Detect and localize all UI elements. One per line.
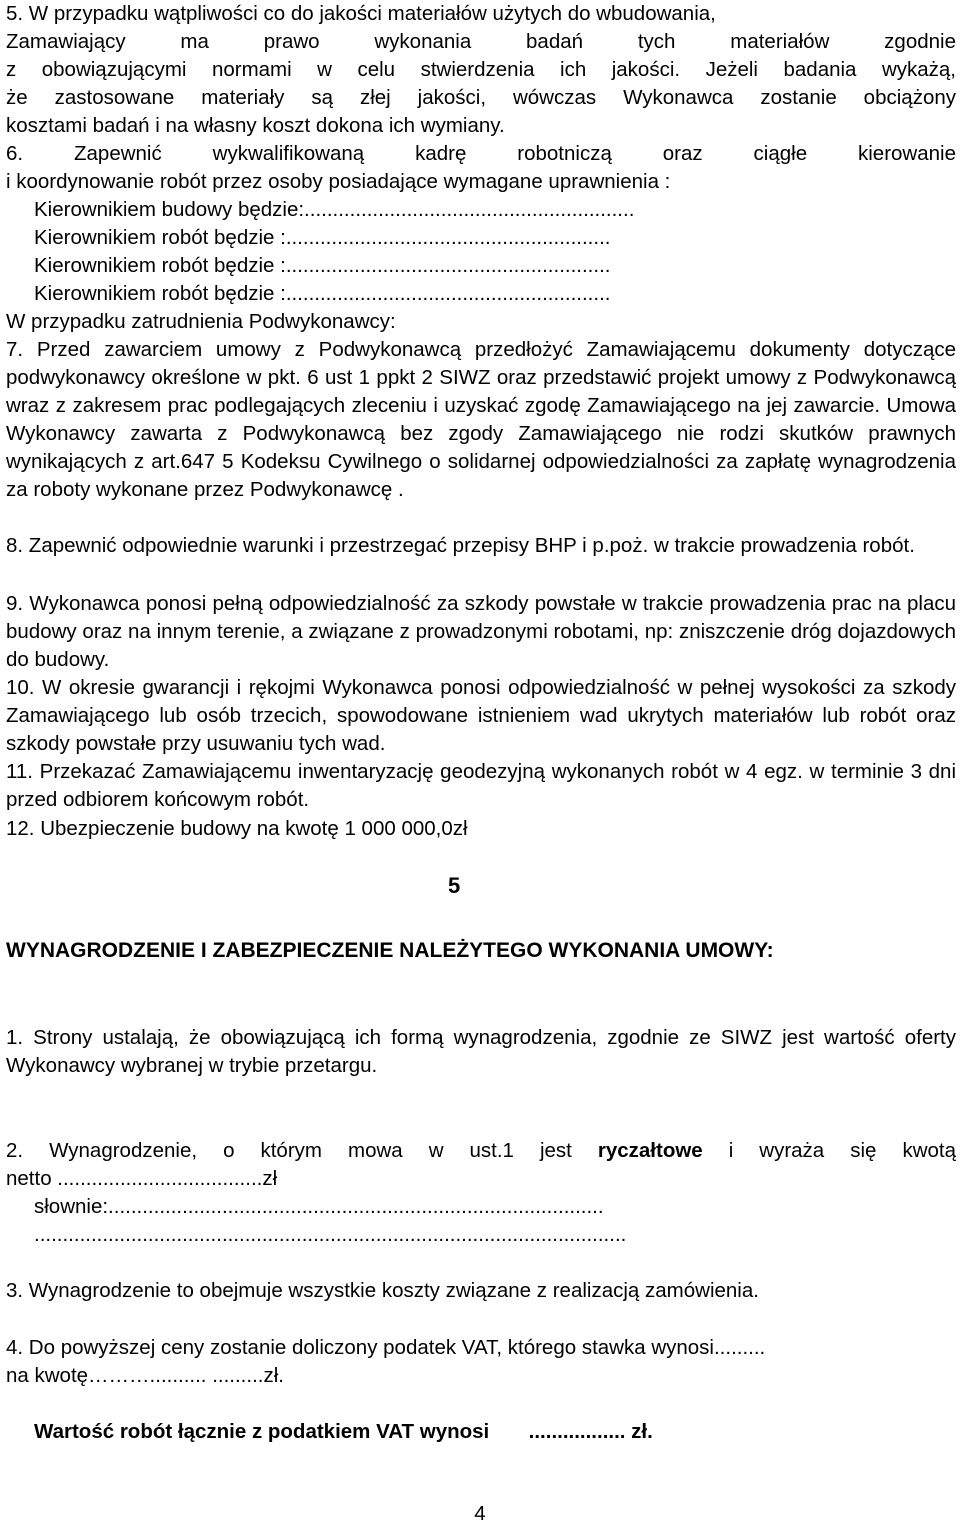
- works-manager-line: Kierownikiem robót będzie :.........................................................: [34, 226, 611, 249]
- text-line: z obowiązującymi normami w celu stwierdzenia ich jakości. Jeżeli badania wykażą,: [6, 58, 956, 81]
- paragraph-payment-1: 1. Strony ustalają, że obowiązującą ich formą wynagrodzenia, zgodnie ze SIWZ jest wartość oferty Wykonawcy wybranej w trybie przetargu.: [6, 1026, 956, 1077]
- paragraph-item-9: 9. Wykonawca ponosi pełną odpowiedzialność za szkody powstałe w trakcie prowadzenia prac na placu budowy oraz na innym terenie, a związane z prowadzonymi robotami, np: zniszczenie dróg dojazdowych do budowy.: [6, 592, 956, 671]
- net-amount-line: netto ....................................zł: [6, 1167, 278, 1190]
- works-manager-line: Kierownikiem robót będzie :.........................................................: [34, 254, 611, 277]
- text-span: i wyraża się kwotą: [702, 1139, 956, 1162]
- page-number: 4: [474, 1502, 486, 1525]
- text-line: 6. Zapewnić wykwalifikowaną kadrę robotniczą oraz ciągłe kierowanie: [6, 142, 956, 165]
- subcontractor-line: W przypadku zatrudnienia Podwykonawcy:: [6, 310, 396, 333]
- paragraph-payment-4: [6, 1334, 956, 1390]
- amount-in-words-line: słownie:.......................................................................................: [34, 1195, 604, 1218]
- text-line: kosztami badań i na własny koszt dokona ich wymiany.: [6, 114, 505, 137]
- paragraph-item-5: [6, 0, 956, 140]
- text-line: 5. W przypadku wątpliwości co do jakości materiałów użytych do wbudowania,: [6, 2, 716, 25]
- paragraph-item-6: [6, 140, 956, 336]
- paragraph-item-12: 12. Ubezpieczenie budowy na kwotę 1 000 000,0zł: [6, 817, 468, 840]
- paragraph-item-7: 7. Przed zawarciem umowy z Podwykonawcą przedłożyć Zamawiającemu dokumenty dotyczące podwykonawcy określone w pkt. 6 ust 1 ppkt 2 SIWZ oraz przedstawić projekt umowy z Podwykonawcą wraz z zakresem prac podlegających zleceniu i uzyskać zgodę Zamawiającego na jej zawarcie. Umowa Wykonawcy zawarta z Podwykonawcą bez zgody Zamawiającego nie rodzi skutków prawnych wynikających z art.647 5 Kodeksu Cywilnego o solidarnej odpowiedzialności za zapłatę wynagrodzenia za roboty wykonane przez Podwykonawcę .: [6, 338, 956, 501]
- text-line: Zamawiający ma prawo wykonania badań tych materiałów zgodnie: [6, 30, 956, 53]
- text-span: 2. Wynagrodzenie, o którym mowa w ust.1 jest: [6, 1139, 598, 1162]
- section-number: 5: [448, 873, 461, 898]
- paragraph-item-10: 10. W okresie gwarancji i rękojmi Wykonawca ponosi odpowiedzialność w pełnej wysokości za szkody Zamawiającego lub osób trzecich, spowodowane istnieniem wad ukrytych materiałów lub robót oraz szkody powstałe przy usuwaniu tych wad.: [6, 676, 956, 755]
- site-manager-line: Kierownikiem budowy będzie:..........................................................: [34, 198, 635, 221]
- amount-in-words-continuation: ........................................................................................................: [34, 1223, 627, 1246]
- paragraph-item-11: 11. Przekazać Zamawiającemu inwentaryzację geodezyjną wykonanych robót w 4 egz. w terminie 3 dni przed odbiorem końcowym robót.: [6, 760, 956, 811]
- text-line: że zastosowane materiały są złej jakości, wówczas Wykonawca zostanie obciążony: [6, 86, 956, 109]
- paragraph-item-8: 8. Zapewnić odpowiednie warunki i przestrzegać przepisy BHP i p.poż. w trakcie prowadzenia robót.: [6, 534, 915, 557]
- paragraph-payment-2: [6, 1137, 956, 1249]
- section-mark: [440, 872, 460, 900]
- works-manager-line: Kierownikiem robót będzie :.........................................................: [34, 282, 611, 305]
- paragraph-payment-3: 3. Wynagrodzenie to obejmuje wszystkie koszty związane z realizacją zamówienia.: [6, 1279, 759, 1302]
- vat-rate-line: 4. Do powyższej ceny zostanie doliczony podatek VAT, którego stawka wynosi.........: [6, 1336, 766, 1359]
- total-value-line: [34, 1418, 934, 1446]
- lump-sum-term: ryczałtowe: [597, 1139, 703, 1162]
- total-value: ................. zł.: [528, 1420, 653, 1443]
- section-heading: WYNAGRODZENIE I ZABEZPIECZENIE NALEŻYTEGO WYKONANIA UMOWY:: [6, 939, 774, 962]
- total-label: Wartość robót łącznie z podatkiem VAT wynosi: [34, 1420, 490, 1443]
- text-line: i koordynowanie robót przez osoby posiadające wymagane uprawnienia :: [6, 170, 671, 193]
- text-line: [6, 1137, 956, 1165]
- vat-amount-line: na kwotę……….......... .........zł.: [6, 1364, 284, 1387]
